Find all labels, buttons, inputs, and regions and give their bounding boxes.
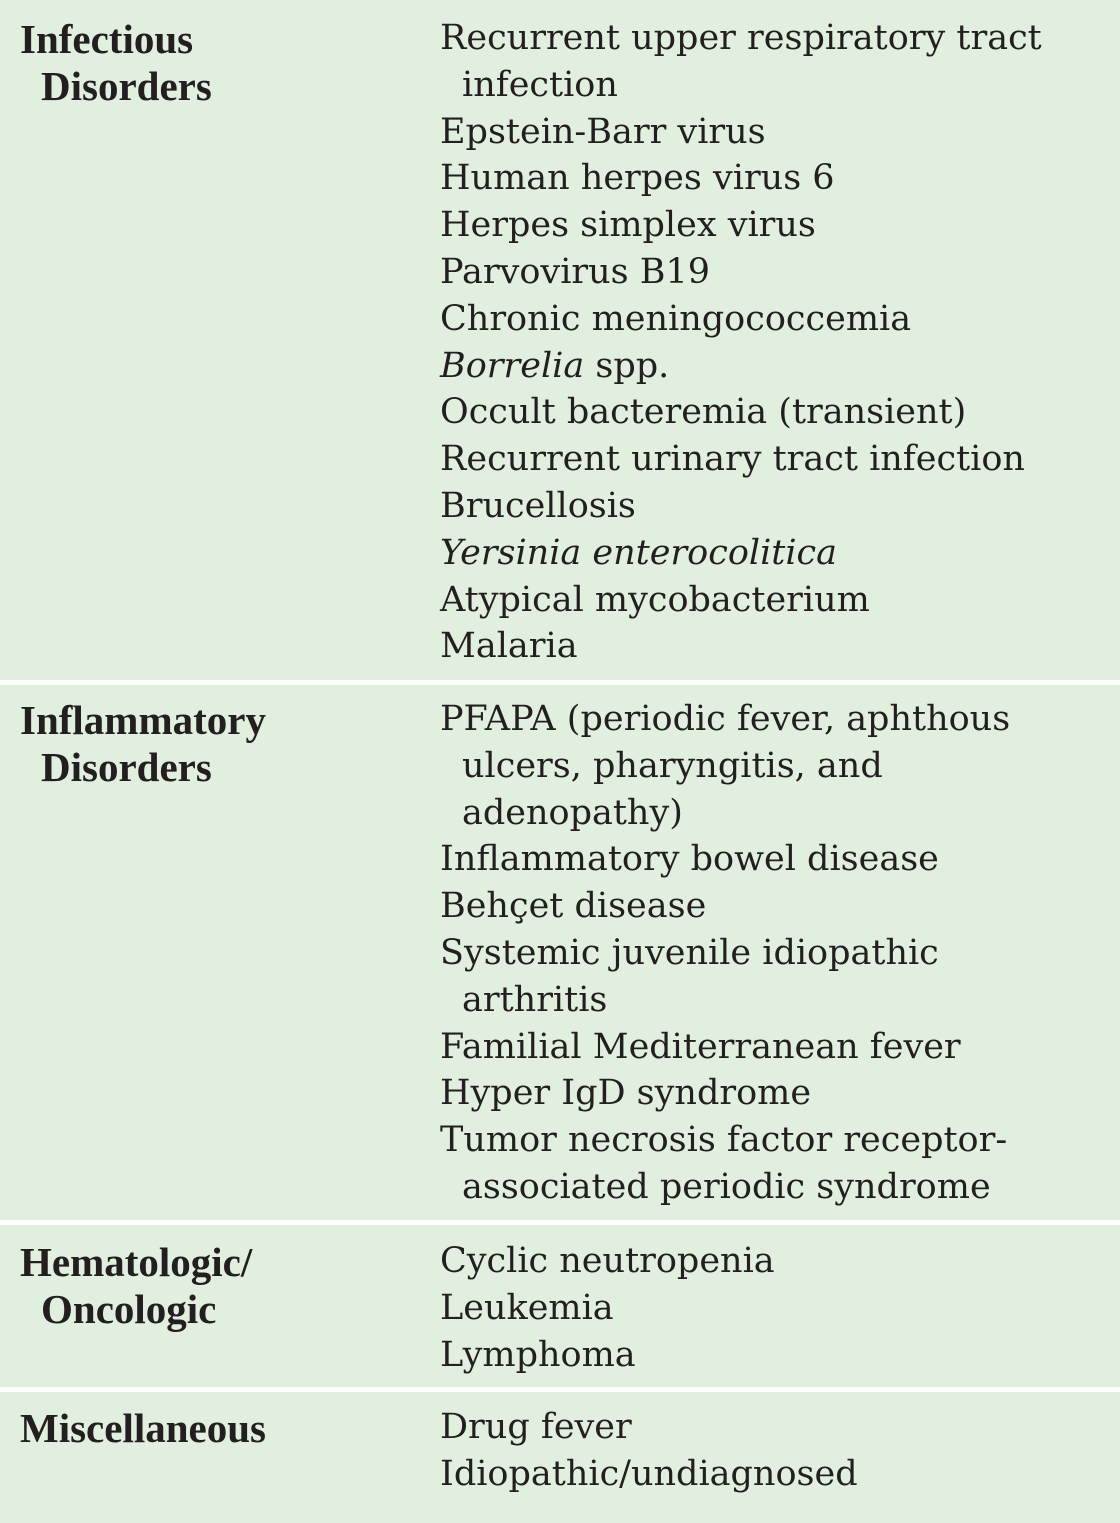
category-line: Inflammatory [20,697,266,743]
list-item: Leukemia [440,1287,614,1328]
category-label [20,16,420,109]
list-item: Atypical mycobacterium [440,579,870,620]
list-item: Brucellosis [440,485,636,526]
list-item: Malaria [440,626,578,667]
list-item: Parvovirus B19 [440,251,711,292]
category-line: Disorders [41,743,212,790]
list-item: Inflammatory bowel disease [440,839,939,880]
item-list [440,696,1110,1211]
category-line: Disorders [41,62,212,109]
list-item: Human herpes virus 6 [440,158,835,199]
list-item: Drug fever [440,1407,632,1447]
section-hematologic-oncologic [0,1225,1120,1387]
list-item: Herpes simplex virus [440,205,816,246]
category-line: Infectious [20,16,194,62]
item-list [440,15,1110,670]
list-item: Cyclic neutropenia [440,1241,775,1281]
item-list [440,1404,1110,1498]
list-item: Recurrent upper respiratory tract infection [440,18,1042,105]
category-label [20,697,420,790]
list-item: PFAPA (periodic fever, aphthous ulcers, pharyngitis, and adenopathy) [440,699,1011,833]
list-item: Yersinia enterocolitica [440,532,838,573]
list-item: Tumor necrosis factor receptor- associated periodic syndrome [440,1120,1008,1207]
item-list [440,1238,1110,1378]
list-item: Systemic juvenile idiopathic arthritis [440,932,939,1020]
section-miscellaneous [0,1392,1120,1523]
category-line: Oncologic [41,1285,217,1332]
list-item: Chronic meningococcemia [440,298,912,339]
list-item: Occult bacteremia (transient) [440,392,967,433]
category-label [20,1405,420,1452]
section-inflammatory [0,685,1120,1220]
list-item: Recurrent urinary tract infection [440,439,1025,480]
section-infectious [0,0,1120,680]
category-line: Hematologic/ [20,1239,253,1285]
list-item: Familial Mediterranean fever [440,1026,961,1067]
list-item: Idiopathic/undiagnosed [440,1453,858,1494]
list-item: Behçet disease [440,886,707,927]
list-item: Epstein-Barr virus [440,111,766,152]
list-item: Borrelia spp. [440,345,670,386]
category-label [20,1239,420,1332]
list-item: Hyper IgD syndrome [440,1073,812,1114]
list-item: Lymphoma [440,1334,636,1375]
category-line: Miscellaneous [20,1405,266,1451]
